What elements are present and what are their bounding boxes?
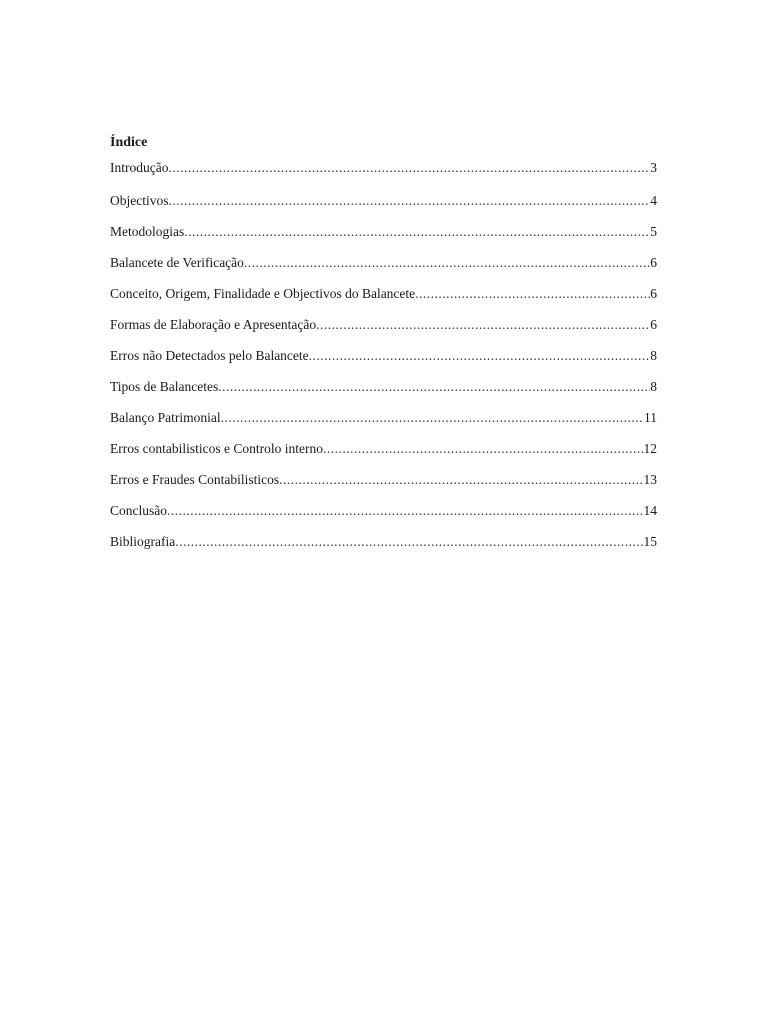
toc-dot-leader — [309, 340, 651, 371]
toc-list — [110, 151, 657, 557]
toc-dot-leader — [184, 216, 650, 247]
toc-entry-page-number: 4 — [650, 193, 657, 208]
toc-dot-leader — [221, 402, 644, 433]
toc-entry-balanco-patrimonial[interactable] — [110, 402, 657, 433]
toc-dot-leader — [279, 464, 643, 495]
toc-entry-balancete-de-verificacao[interactable] — [110, 247, 657, 278]
toc-entry-introducao[interactable] — [110, 151, 657, 185]
toc-entry-page-number: 6 — [650, 255, 657, 270]
toc-entry-page-number: 15 — [643, 534, 657, 549]
toc-entry-label: Erros contabilisticos e Controlo interno — [110, 441, 323, 456]
toc-entry-label: Conceito, Origem, Finalidade e Objectivos do Balancete — [110, 286, 416, 301]
toc-entry-label: Conclusão — [110, 503, 167, 518]
toc-entry-page-number: 11 — [644, 410, 657, 425]
toc-dot-leader — [169, 185, 651, 216]
toc-title: Índice — [110, 135, 148, 150]
toc-entry-label: Objectivos — [110, 193, 169, 208]
toc-entry-label: Metodologias — [110, 224, 185, 239]
toc-dot-leader — [415, 278, 650, 309]
toc-entry-label: Erros e Fraudes Contabilisticos — [110, 472, 280, 487]
toc-dot-leader — [323, 433, 644, 464]
toc-entry-tipos-de-balancetes[interactable] — [110, 371, 657, 402]
toc-entry-metodologias[interactable] — [110, 216, 657, 247]
toc-dot-leader — [167, 495, 644, 526]
toc-entry-label: Formas de Elaboração e Apresentação — [110, 317, 317, 332]
toc-entry-erros-nao-detectados[interactable] — [110, 340, 657, 371]
toc-dot-leader — [218, 371, 650, 402]
toc-entry-page-number: 14 — [643, 503, 657, 518]
toc-entry-bibliografia[interactable] — [110, 526, 657, 557]
toc-entry-label: Bibliografia — [110, 534, 176, 549]
toc-entry-page-number: 8 — [650, 348, 657, 363]
toc-dot-leader — [175, 526, 643, 557]
toc-entry-formas-de-elaboracao[interactable] — [110, 309, 657, 340]
toc-entry-page-number: 5 — [650, 224, 657, 239]
toc-entry-page-number: 6 — [650, 317, 657, 332]
toc-entry-page-number: 13 — [643, 472, 657, 487]
toc-dot-leader — [244, 247, 650, 278]
toc-dot-leader — [168, 151, 650, 185]
toc-entry-label: Erros não Detectados pelo Balancete — [110, 348, 309, 363]
toc-entry-erros-e-fraudes[interactable] — [110, 464, 657, 495]
toc-entry-page-number: 3 — [650, 160, 657, 175]
table-of-contents — [110, 134, 657, 557]
toc-entry-page-number: 6 — [650, 286, 657, 301]
toc-entry-page-number: 8 — [650, 379, 657, 394]
toc-entry-conceito-origem[interactable] — [110, 278, 657, 309]
toc-entry-page-number: 12 — [643, 441, 657, 456]
toc-entry-conclusao[interactable] — [110, 495, 657, 526]
toc-entry-label: Balancete de Verificação — [110, 255, 244, 270]
toc-entry-label: Tipos de Balancetes — [110, 379, 219, 394]
toc-entry-label: Balanço Patrimonial — [110, 410, 221, 425]
toc-dot-leader — [316, 309, 650, 340]
toc-entry-objectivos[interactable] — [110, 185, 657, 216]
toc-entry-erros-contabilisticos[interactable] — [110, 433, 657, 464]
toc-entry-label: Introdução — [110, 160, 169, 175]
